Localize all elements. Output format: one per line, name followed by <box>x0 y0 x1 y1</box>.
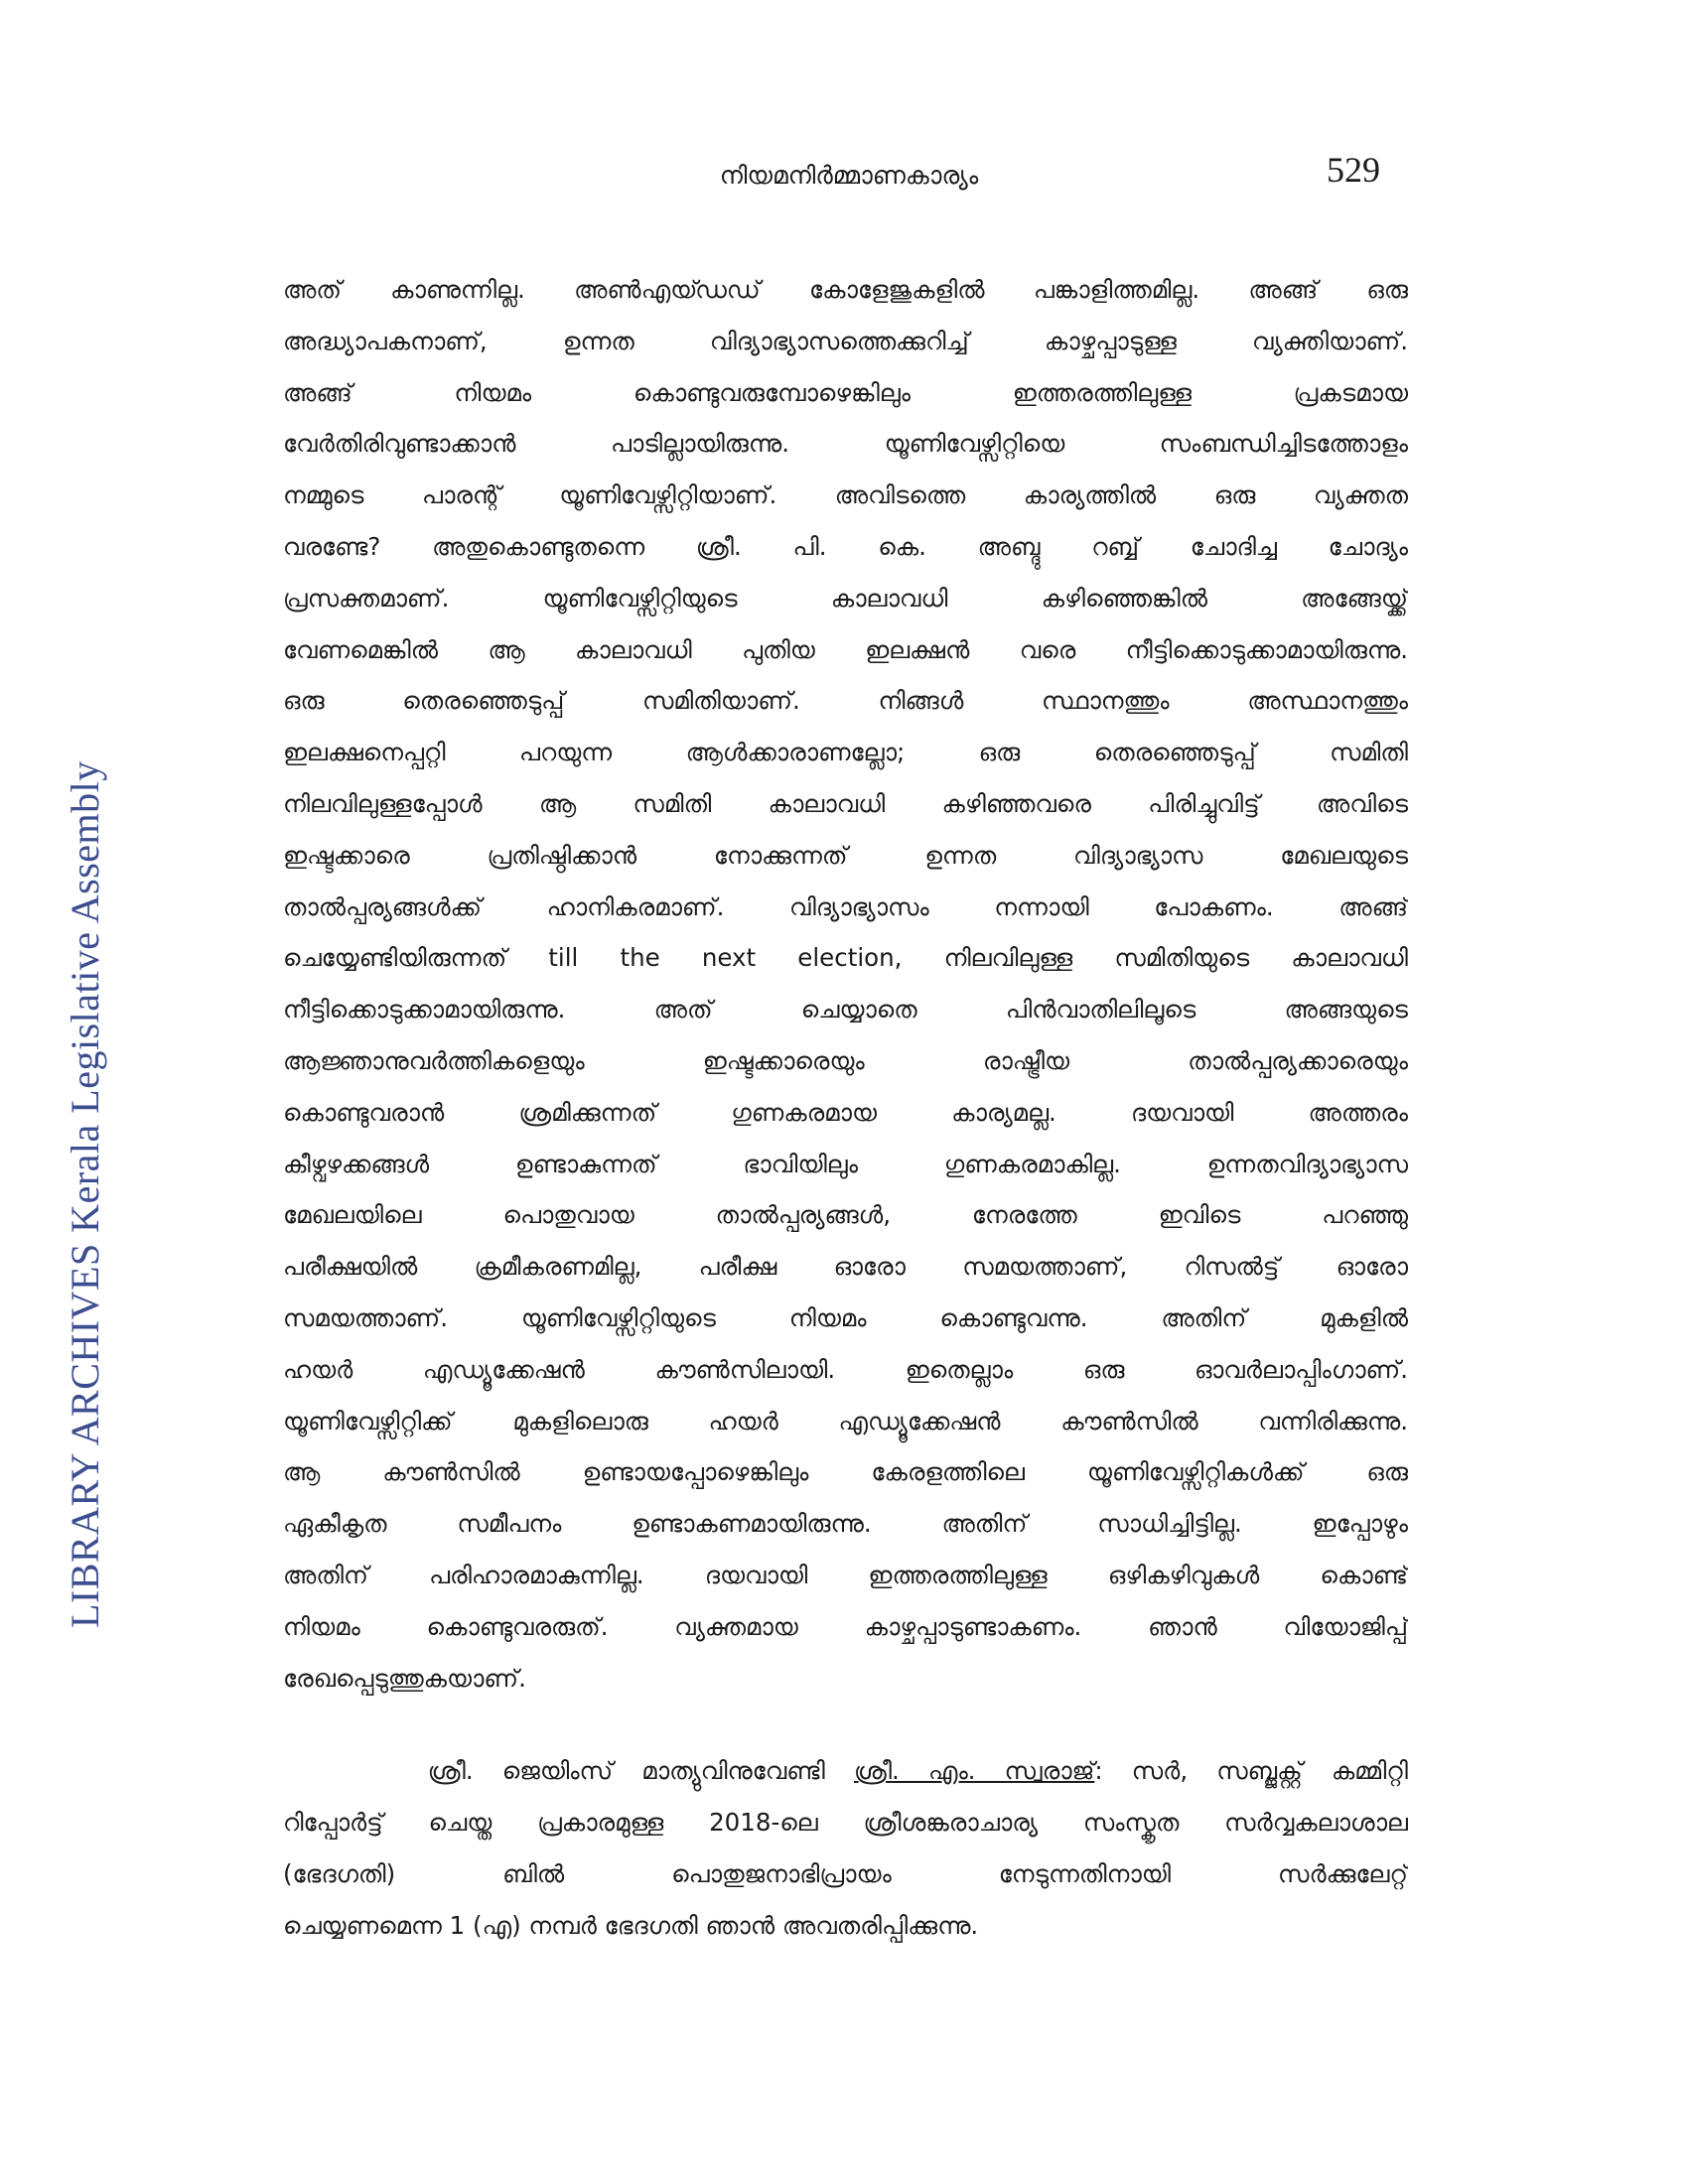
text-line: കീഴ്വഴക്കങ്ങൾ ഉണ്ടാകുന്നത് ഭാവിയിലും ഗുണകരമാകില്ല. ഉന്നതവിദ്യാഭ്യാസ <box>283 1149 1408 1178</box>
text-line: അതിന് പരിഹാരമാകുന്നില്ല. ദയവായി ഇത്തരത്തിലുള്ള ഒഴികഴിവുകൾ കൊണ്ട് <box>283 1560 1408 1589</box>
text-line: ഏകീകൃത സമീപനം ഉണ്ടാകണമായിരുന്നു. അതിന് സാധിച്ചിട്ടില്ല. ഇപ്പോഴും <box>283 1509 1408 1539</box>
text-line: വരണ്ടേ? അതുകൊണ്ടുതന്നെ ശ്രീ. പി. കെ. അബ്ദു റബ്ബ് ചോദിച്ച ചോദ്യം <box>283 531 1408 561</box>
text-line: മേഖലയിലെ പൊതുവായ താൽപ്പര്യങ്ങൾ, നേരത്തേ ഇവിടെ പറഞ്ഞു <box>283 1200 1408 1230</box>
text-line: റിപ്പോർട്ട് ചെയ്ത പ്രകാരമുള്ള 2018-ലെ ശ്രീശങ്കരാചാര്യ സംസ്കൃത സർവ്വകലാശാല <box>283 1808 1408 1838</box>
paragraph-1 <box>283 264 1408 1704</box>
text-line: വേർതിരിവുണ്ടാക്കാൻ പാടില്ലായിരുന്നു. യൂണിവേഴ്സിറ്റിയെ സംബന്ധിച്ചിടത്തോളം <box>283 429 1408 459</box>
page-number: 529 <box>1327 150 1380 190</box>
body-text <box>283 264 1408 1952</box>
speaker-intro: ശ്രീ. ജെയിംസ് മാത്യുവിനുവേണ്ടി <box>283 1756 854 1786</box>
text-line: ചെയ്യേണ്ടിയിരുന്നത് till the next election, നിലവിലുള്ള സമിതിയുടെ കാലാവധി <box>283 943 1408 973</box>
text-line: രേഖപ്പെടുത്തുകയാണ്. <box>283 1663 526 1693</box>
text-line: ഹയർ എഡ്യൂക്കേഷൻ കൗൺസിലായി. ഇതെല്ലാം ഒരു ഓവർലാപ്പിംഗാണ്. <box>283 1354 1408 1384</box>
text-line: താൽപ്പര്യങ്ങൾക്ക് ഹാനികരമാണ്. വിദ്യാഭ്യാസം നന്നായി പോകണം. അങ്ങ് <box>283 891 1408 921</box>
text-line: നിയമം കൊണ്ടുവരരുത്. വ്യക്തമായ കാഴ്ചപ്പാടുണ്ടാകണം. ഞാൻ വിയോജിപ്പ് <box>283 1611 1408 1641</box>
text-line: വേണമെങ്കിൽ ആ കാലാവധി പുതിയ ഇലക്ഷൻ വരെ നീട്ടിക്കൊടുക്കാമായിരുന്നു. <box>283 634 1408 664</box>
text-line: ഇലക്ഷനെപ്പറ്റി പറയുന്ന ആൾക്കാരാണല്ലോ; ഒരു തെരഞ്ഞെടുപ്പ് സമിതി <box>283 738 1408 767</box>
text-line: അദ്ധ്യാപകനാണ്, ഉന്നത വിദ്യാഭ്യാസത്തെക്കുറിച്ച് കാഴ്ചപ്പാടുള്ള വ്യക്തിയാണ്. <box>283 326 1408 355</box>
text-line: ഇഷ്ടക്കാരെ പ്രതിഷ്ഠിക്കാൻ നോക്കുന്നത് ഉന്നത വിദ്യാഭ്യാസ മേഖലയുടെ <box>283 840 1408 870</box>
text-line: സമയത്താണ്. യൂണിവേഴ്സിറ്റിയുടെ നിയമം കൊണ്ടുവന്നു. അതിന് മുകളിൽ <box>283 1302 1408 1332</box>
paragraph-2 <box>283 1745 1408 1951</box>
text-line: നീട്ടിക്കൊടുക്കാമായിരുന്നു. അത് ചെയ്യാതെ പിൻവാതിലിലൂടെ അങ്ങയുടെ <box>283 995 1408 1024</box>
text-line: യൂണിവേഴ്സിറ്റിക്ക് മുകളിലൊരു ഹയർ എഡ്യൂക്കേഷൻ കൗൺസിൽ വന്നിരിക്കുന്നു. <box>283 1406 1408 1435</box>
text-line: നമ്മുടെ പാരന്റ് യൂണിവേഴ്സിറ്റിയാണ്. അവിടത്തെ കാര്യത്തിൽ ഒരു വ്യക്തത <box>283 480 1408 510</box>
text-line <box>283 1745 1408 1797</box>
text-line: ഒരു തെരഞ്ഞെടുപ്പ് സമിതിയാണ്. നിങ്ങൾ സ്ഥാനത്തും അസ്ഥാനത്തും <box>283 686 1408 716</box>
paragraph-gap <box>283 1704 1408 1745</box>
text-line: പരീക്ഷയിൽ ക്രമീകരണമില്ല, പരീക്ഷ ഓരോ സമയത്താണ്, റിസൽട്ട് ഓരോ <box>283 1252 1408 1282</box>
text-line: അങ്ങ് നിയമം കൊണ്ടുവരുമ്പോഴെങ്കിലും ഇത്തരത്തിലുള്ള പ്രകടമായ <box>283 377 1408 407</box>
text-line: അത് കാണുന്നില്ല. അൺഎയ്ഡഡ് കോളേജുകളിൽ പങ്കാളിത്തമില്ല. അങ്ങ് ഒരു <box>283 275 1408 304</box>
text-line: പ്രസക്തമാണ്. യൂണിവേഴ്സിറ്റിയുടെ കാലാവധി കഴിഞ്ഞെങ്കിൽ അങ്ങേയ്ക്ക് <box>283 583 1408 613</box>
speaker-name: ശ്രീ. എം. സ്വരാജ് <box>853 1756 1095 1786</box>
header-title: നിയമനിർമ്മാണകാര്യം <box>719 161 979 190</box>
text-line: ആജ്ഞാനുവർത്തികളെയും ഇഷ്ടക്കാരെയും രാഷ്ട്രീയ താൽപ്പര്യക്കാരെയും <box>283 1045 1408 1075</box>
text-line: ചെയ്യണമെന്ന 1 (എ) നമ്പർ ഭേദഗതി ഞാൻ അവതരിപ്പിക്കുന്നു. <box>283 1910 979 1940</box>
text-line: നിലവിലുള്ളപ്പോൾ ആ സമിതി കാലാവധി കഴിഞ്ഞവരെ പിരിച്ചുവിട്ട് അവിടെ <box>283 788 1408 818</box>
running-header <box>278 149 1420 199</box>
archive-watermark: LIBRARY ARCHIVES Kerala Legislative Assembly <box>63 760 107 1628</box>
speaker-statement: : സർ, സബ്ജക്റ്റ് കമ്മിറ്റി <box>1094 1756 1408 1786</box>
text-line: ആ കൗൺസിൽ ഉണ്ടായപ്പോഴെങ്കിലും കേരളത്തിലെ യൂണിവേഴ്സിറ്റികൾക്ക് ഒരു <box>283 1457 1408 1487</box>
text-line: (ഭേദഗതി) ബിൽ പൊതുജനാഭിപ്രായം നേടുന്നതിനായി സർക്കുലേറ്റ് <box>283 1858 1408 1888</box>
text-line: കൊണ്ടുവരാൻ ശ്രമിക്കുന്നത് ഗുണകരമായ കാര്യമല്ല. ദയവായി അത്തരം <box>283 1097 1408 1127</box>
